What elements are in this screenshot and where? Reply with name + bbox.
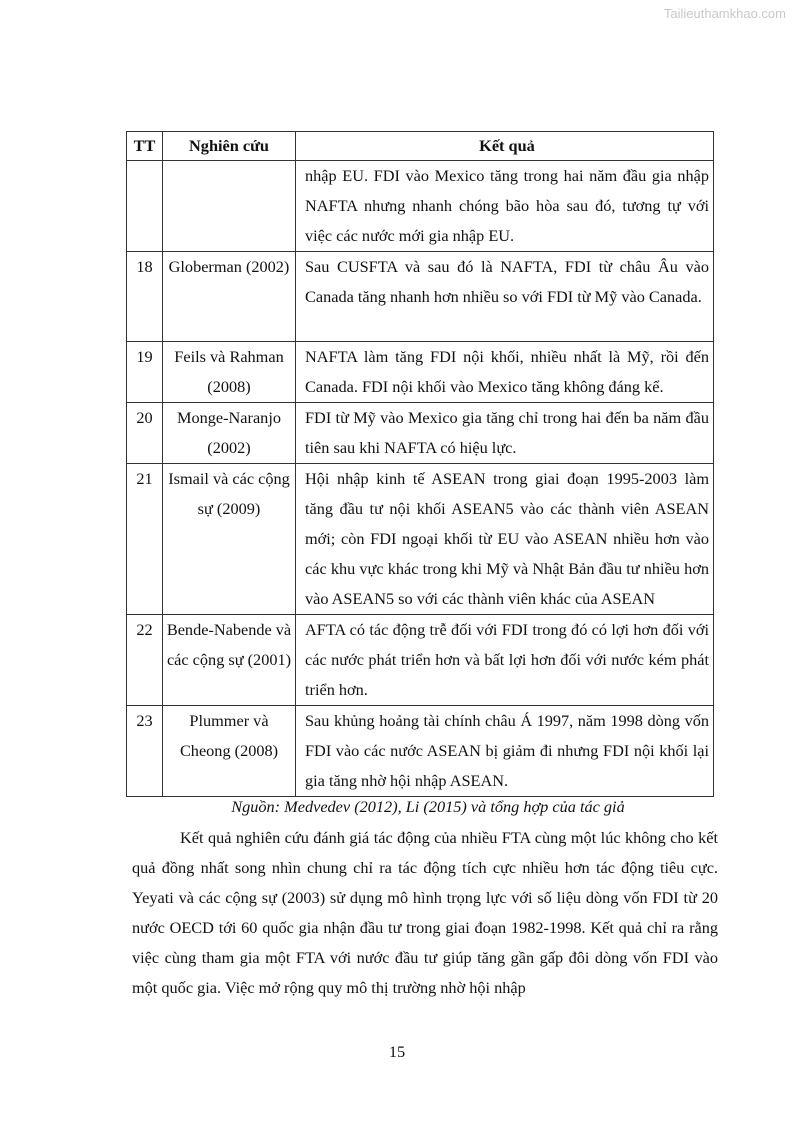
table-row [127, 615, 714, 706]
row-number: 19 [127, 342, 163, 403]
study-cell: Feils và Rahman (2008) [163, 342, 296, 403]
study-cell: Bende-Nabende và các cộng sự (2001) [163, 615, 296, 706]
row-number: 23 [127, 706, 163, 797]
row-number: 22 [127, 615, 163, 706]
table-row [127, 706, 714, 797]
study-cell [163, 161, 296, 252]
table-row [127, 464, 714, 615]
study-cell: Monge-Naranjo (2002) [163, 403, 296, 464]
result-cell: Sau khủng hoảng tài chính châu Á 1997, năm 1998 dòng vốn FDI vào các nước ASEAN bị giảm đi nhưng FDI nội khối lại gia tăng nhờ hội nhập ASEAN. [296, 706, 714, 797]
row-number: 21 [127, 464, 163, 615]
body-paragraph: Kết quả nghiên cứu đánh giá tác động của nhiều FTA cùng một lúc không cho kết quả đồng nhất song nhìn chung chỉ ra tác động tích cực nhiều hơn tác động tiêu cực. Yeyati và các cộng sự (2003) sử dụng mô hình trọng lực với số liệu dòng vốn FDI từ 20 nước OECD tới 60 quốc gia nhận đầu tư trong giai đoạn 1982-1998. Kết quả chỉ ra rằng việc cùng tham gia một FTA với nước đầu tư giúp tăng gần gấp đôi dòng vốn FDI vào một quốc gia. Việc mở rộng quy mô thị trường nhờ hội nhập [132, 828, 718, 997]
table-header-row [127, 132, 714, 161]
result-cell: FDI từ Mỹ vào Mexico gia tăng chỉ trong hai đến ba năm đầu tiên sau khi NAFTA có hiệu lực. [296, 403, 714, 464]
header-tt: TT [127, 132, 163, 161]
table-row [127, 342, 714, 403]
table-row [127, 161, 714, 252]
result-cell: Sau CUSFTA và sau đó là NAFTA, FDI từ châu Âu vào Canada tăng nhanh hơn nhiều so với FDI từ Mỹ vào Canada. [296, 252, 714, 342]
result-cell: Hội nhập kinh tế ASEAN trong giai đoạn 1995-2003 làm tăng đầu tư nội khối ASEAN5 vào các thành viên ASEAN mới; còn FDI ngoại khối từ EU vào ASEAN nhiều hơn vào các khu vực khác trong khi Mỹ và Nhật Bản đầu tư nhiều hơn vào ASEAN5 so với các thành viên khác của ASEAN [296, 464, 714, 615]
studies-table [126, 131, 714, 797]
row-number: 18 [127, 252, 163, 342]
result-cell: nhập EU. FDI vào Mexico tăng trong hai năm đầu gia nhập NAFTA nhưng nhanh chóng bão hòa sau đó, tương tự với việc các nước mới gia nhập EU. [296, 161, 714, 252]
header-study: Nghiên cứu [163, 132, 296, 161]
watermark: Tailieuthamkhao.com [663, 6, 786, 21]
study-cell: Ismail và các cộng sự (2009) [163, 464, 296, 615]
study-cell: Plummer và Cheong (2008) [163, 706, 296, 797]
study-cell: Globerman (2002) [163, 252, 296, 342]
page-number: 15 [388, 1042, 406, 1061]
result-cell: AFTA có tác động trễ đối với FDI trong đó có lợi hơn đối với các nước phát triển hơn và bất lợi hơn đối với nước kém phát triển hơn. [296, 615, 714, 706]
row-number: 20 [127, 403, 163, 464]
table-source-caption: Nguồn: Medvedev (2012), Li (2015) và tổng hợp của tác giả [231, 797, 625, 816]
header-result: Kết quả [296, 132, 714, 161]
table-row [127, 252, 714, 342]
row-number [127, 161, 163, 252]
result-cell: NAFTA làm tăng FDI nội khối, nhiều nhất là Mỹ, rồi đến Canada. FDI nội khối vào Mexico tăng không đáng kể. [296, 342, 714, 403]
table-row [127, 403, 714, 464]
